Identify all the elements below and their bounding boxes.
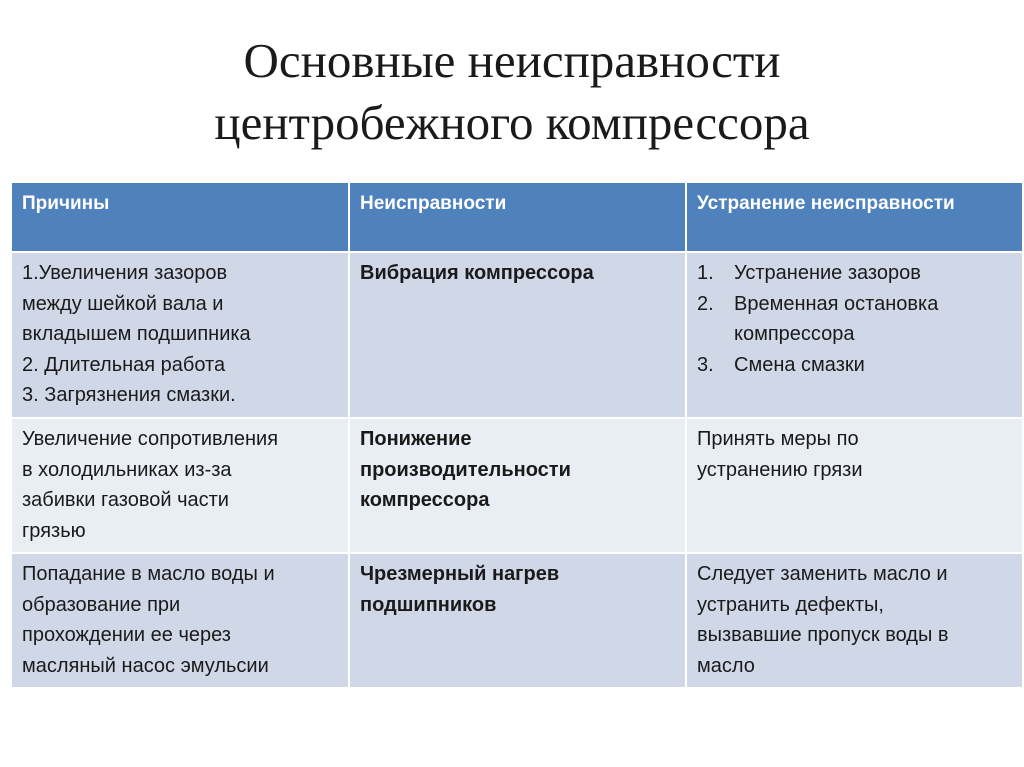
remedy-line: устранению грязи (697, 458, 863, 481)
cause-line: Попадание в масло воды и (22, 563, 275, 585)
faults-table (10, 181, 1024, 689)
slide-title-line-2: центробежного компрессора (214, 95, 810, 150)
list-item-number: 2. (697, 292, 714, 315)
cause-line: забивки газовой части (22, 489, 229, 511)
fault-line: Понижение (360, 428, 472, 450)
slide-title (0, 30, 1024, 154)
cause-line: образование при (22, 593, 181, 616)
cause-cell (11, 553, 349, 688)
remedy-line: Временная остановка (734, 292, 939, 315)
cause-line: 2. Длительная работа (22, 353, 226, 376)
fault-cell (349, 553, 686, 688)
list-item (697, 258, 1012, 289)
fault-line: подшипников (360, 593, 497, 616)
slide-title-line-1: Основные неисправности (243, 33, 781, 88)
remedy-line: устранить дефекты, (697, 593, 884, 616)
cause-line: прохождении ее через (22, 624, 231, 646)
table-row (11, 252, 1023, 418)
remedy-list (697, 258, 1012, 380)
fault-cell (349, 418, 686, 553)
cause-line: грязью (22, 519, 86, 542)
list-item (697, 350, 1012, 381)
remedy-line: Следует заменить масло и (697, 563, 948, 585)
cause-line: в холодильниках из-за (22, 458, 232, 481)
remedy-cell (686, 553, 1023, 688)
remedy-line: масло (697, 654, 755, 677)
remedy-cell (686, 252, 1023, 418)
fault-line: компрессора (360, 489, 490, 511)
cause-line: Увеличение сопротивления (22, 428, 279, 450)
fault-line: Чрезмерный нагрев (360, 563, 560, 585)
cause-line: 1.Увеличения зазоров (22, 262, 228, 284)
list-item (697, 289, 1012, 350)
cause-line: 3. Загрязнения смазки. (22, 384, 236, 406)
fault-line: Вибрация компрессора (360, 262, 594, 284)
list-item-number: 3. (697, 353, 714, 376)
header-faults: Неисправности (349, 182, 686, 252)
remedy-line: компрессора (734, 323, 855, 345)
cause-cell (11, 252, 349, 418)
remedy-cell (686, 418, 1023, 553)
remedy-line: Принять меры по (697, 428, 859, 450)
table-header-row (11, 182, 1023, 252)
fault-line: производительности (360, 458, 571, 481)
remedy-line: вызвавшие пропуск воды в (697, 624, 949, 646)
fault-cell (349, 252, 686, 418)
cause-line: масляный насос эмульсии (22, 654, 269, 677)
header-causes: Причины (11, 182, 349, 252)
header-remedies: Устранение неисправности (686, 182, 1023, 252)
remedy-line: Устранение зазоров (734, 262, 921, 284)
cause-line: между шейкой вала и (22, 292, 224, 315)
remedy-line: Смена смазки (734, 353, 865, 376)
list-item-number: 1. (697, 262, 714, 284)
cause-line: вкладышем подшипника (22, 323, 251, 345)
cause-cell (11, 418, 349, 553)
table-row (11, 418, 1023, 553)
table-row (11, 553, 1023, 688)
